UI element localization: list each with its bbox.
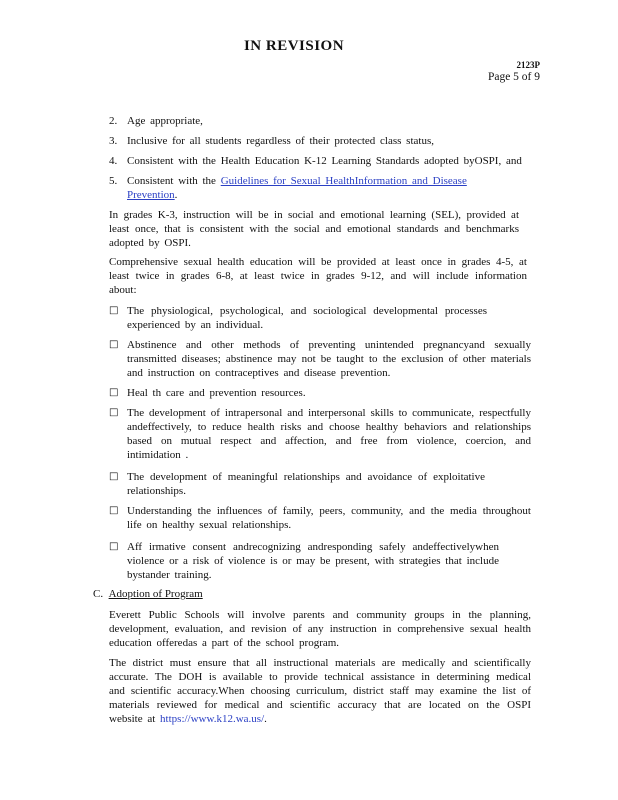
page-title: IN REVISION: [243, 38, 345, 54]
bullet-marker: □: [109, 471, 119, 482]
bullet-marker: □: [109, 407, 119, 418]
item-text: Inclusive for all students regardless of their protected class status,: [127, 135, 434, 147]
item-text-lead: Consistent with the: [127, 175, 221, 187]
guidelines-link[interactable]: Guidelines for Sexual HealthInformation and Disease Prevention: [127, 175, 467, 201]
item-number: 2.: [109, 115, 118, 127]
comprehensive-paragraph: Comprehensive sexual health education will be provided at least once in grades 4-5, at least twice in grades 6-8, at least twice in grades 9-12, and will include information about:: [109, 256, 527, 296]
ospi-website-link[interactable]: https://www.k12.wa.us/: [160, 713, 265, 725]
bullet-marker: □: [109, 541, 119, 552]
section-label: C.: [93, 588, 104, 600]
bullet-text: Aff irmative consent andrecognizing andresponding safely andeffectivelywhen violence or a risk of violence is or may be present, with strategies that include bystander training.: [127, 541, 499, 581]
bullet-text: The development of intrapersonal and interpersonal skills to communicate, respectfully andeffectively, to reduce health risks and choose healthy behaviors and relationships based on mutual respect and affection, and free from violence, coercion, and intimidation .: [127, 407, 531, 461]
bullet-text: Abstinence and other methods of preventing unintended pregnancyand sexually transmitted diseases; abstinence may not be taught to the exclusion of other materials and instruction on contraceptives and disease prevention.: [127, 339, 531, 379]
bullet-marker: □: [109, 339, 119, 350]
bullet-marker: □: [109, 305, 119, 316]
policy-code: 2123P: [516, 60, 540, 70]
item-number: 3.: [109, 135, 118, 147]
bullet-marker: □: [109, 387, 119, 398]
k3-paragraph: In grades K-3, instruction will be in social and emotional learning (SEL), provided at least once, that is consistent with the social and emotional standards and benchmarks adopted by OSPI.: [109, 209, 519, 249]
bullet-text: Heal th care and prevention resources.: [127, 387, 306, 399]
bullet-text: Understanding the influences of family, peers, community, and the media throughout life on healthy sexual relationships.: [127, 505, 531, 531]
item-text: Consistent with the Health Education K-12 Learning Standards adopted byOSPI, and: [127, 155, 522, 167]
item-text-tail: .: [174, 189, 178, 201]
item-number: 4.: [109, 155, 118, 167]
section-c-paragraph-2: [109, 656, 531, 726]
page-number: Page 5 of 9: [487, 71, 540, 83]
bullet-text: The development of meaningful relationships and avoidance of exploitative relationships.: [127, 471, 485, 497]
paragraph-text: The district must ensure that all instructional materials are medically and scientifically accurate. The DOH is available to provide technical assistance in determining medical and scientific accuracy.When choosing curriculum, district staff may examine the list of materials reviewed for medical and scientific accuracy that are located on the OSPI website at: [109, 657, 531, 725]
bullet-text: The physiological, psychological, and sociological developmental processes experienced by an individual.: [127, 305, 487, 331]
bullet-marker: □: [109, 505, 119, 516]
item-text: [127, 174, 507, 202]
section-title: Adoption of Program: [108, 588, 203, 600]
item-text: Age appropriate,: [127, 115, 203, 127]
paragraph-tail: .: [264, 713, 267, 725]
section-c-paragraph-1: Everett Public Schools will involve parents and community groups in the planning, development, evaluation, and revision of any instruction in comprehensive sexual health education offeredas a part of the school program.: [109, 609, 531, 649]
item-number: 5.: [109, 175, 118, 187]
section-c-heading: [93, 587, 203, 601]
